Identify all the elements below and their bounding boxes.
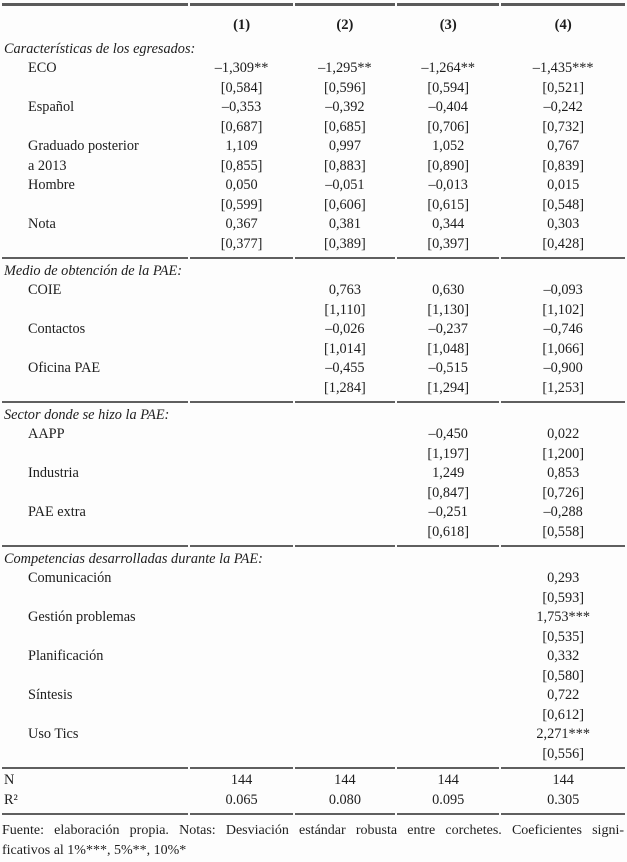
stderr-row: [2, 79, 625, 99]
coefficient-cell-4: –1,435***: [532, 60, 594, 76]
coefficient-row: [2, 425, 625, 445]
coefficient-cell-4: –0,093: [543, 282, 583, 298]
coefficient-cell-2: –0,051: [325, 177, 365, 193]
stderr-cell-1: [0,855]: [220, 157, 263, 174]
coefficient-cell-2: –0,455: [325, 360, 365, 376]
section-rule-segment: [295, 545, 395, 569]
stderr-cell-2: [295, 706, 395, 726]
variable-label-continuation: [2, 706, 188, 726]
coefficient-cell-4: 0,022: [547, 426, 580, 442]
coefficient-cell-3: –0,251: [428, 504, 468, 520]
coefficient-cell-1: [190, 725, 292, 745]
stat-row: [2, 767, 625, 791]
variable-label: Síntesis: [28, 687, 73, 703]
stderr-cell-4: [0,732]: [542, 118, 585, 135]
coefficient-cell-3: [397, 686, 499, 706]
table-section: [2, 37, 625, 257]
coefficient-cell-4: 0,332: [547, 648, 580, 664]
stderr-cell-2: [295, 589, 395, 609]
coefficient-cell-1: [190, 686, 292, 706]
stderr-cell-2: [0,389]: [324, 235, 366, 252]
section-rule-segment: [397, 257, 499, 281]
coefficient-cell-1: 1,109: [225, 138, 258, 154]
stat-label: R²: [2, 791, 188, 816]
variable-label-continuation: [2, 667, 188, 687]
stderr-cell-3: [397, 745, 499, 768]
stderr-cell-1: [190, 301, 292, 321]
stderr-row: [2, 196, 625, 216]
stderr-cell-2: [295, 628, 395, 648]
section-rule-segment: [295, 257, 395, 281]
coefficient-cell-2: 0,381: [328, 216, 361, 232]
stderr-cell-3: [0,706]: [427, 118, 470, 135]
top-rule-segment: [295, 3, 395, 11]
variable-label: Contactos: [28, 321, 86, 337]
stderr-cell-2: [295, 445, 395, 465]
variable-label: Oficina PAE: [28, 360, 101, 376]
stderr-cell-4: [0,558]: [542, 523, 585, 540]
stderr-cell-4: [1,253]: [542, 379, 585, 396]
coefficient-cell-3: 0,344: [432, 216, 465, 232]
section-title-row: [2, 37, 625, 59]
variable-label-continuation: a 2013: [28, 157, 67, 174]
coefficient-row: [2, 176, 625, 196]
stderr-cell-2: [1,014]: [324, 340, 366, 357]
coefficient-cell-4: –0,242: [543, 99, 583, 115]
column-header-row: [2, 11, 625, 37]
stderr-cell-2: [1,284]: [324, 379, 366, 396]
variable-label-continuation: [2, 118, 188, 138]
variable-label-continuation: [2, 745, 188, 768]
stderr-cell-1: [0,687]: [220, 118, 263, 135]
top-rule-segment: [397, 3, 499, 11]
coefficient-cell-4: 0,293: [547, 570, 580, 586]
variable-label: PAE extra: [28, 504, 86, 520]
column-header-4: (4): [554, 17, 572, 33]
footnote-line-2: ficativos al 1%***, 5%**, 10%*: [2, 843, 187, 858]
coefficient-row: [2, 608, 625, 628]
coefficient-cell-1: [190, 281, 292, 301]
coefficient-cell-2: 0,997: [328, 138, 361, 154]
variable-label-continuation: [2, 379, 188, 402]
coefficient-cell-2: [295, 425, 395, 445]
stat-row: [2, 791, 625, 816]
header-spacer-cell: [2, 11, 188, 37]
coefficient-cell-1: [190, 647, 292, 667]
stderr-cell-2: [295, 484, 395, 504]
stderr-row: [2, 667, 625, 687]
coefficient-cell-3: [397, 725, 499, 745]
stat-cell-3: 0.095: [397, 791, 499, 816]
variable-label: AAPP: [28, 426, 65, 442]
coefficient-cell-1: [190, 464, 292, 484]
section-title: Sector donde se hizo la PAE:: [2, 401, 188, 425]
table-footnote: [0, 821, 627, 861]
coefficient-row: [2, 59, 625, 79]
coefficient-cell-4: –0,288: [543, 504, 583, 520]
stderr-row: [2, 235, 625, 258]
variable-label: Industria: [28, 465, 79, 481]
variable-label: ECO: [28, 60, 57, 76]
variable-label: Español: [28, 99, 75, 115]
coefficient-row: [2, 464, 625, 484]
stderr-cell-4: [0,612]: [542, 706, 585, 723]
coefficient-cell-2: [295, 569, 395, 589]
coefficient-cell-2: –0,392: [325, 99, 365, 115]
stderr-cell-1: [0,584]: [220, 79, 263, 96]
stderr-cell-1: [190, 523, 292, 546]
coefficient-cell-3: 1,249: [432, 465, 465, 481]
coefficient-cell-3: [397, 647, 499, 667]
coefficient-row: [2, 503, 625, 523]
coefficient-cell-4: 0,303: [547, 216, 580, 232]
coefficient-cell-4: 0,767: [547, 138, 580, 154]
section-title: Medio de obtención de la PAE:: [2, 257, 188, 281]
variable-label-continuation: [2, 301, 188, 321]
coefficient-cell-1: 0,367: [225, 216, 258, 232]
coefficient-cell-2: [295, 686, 395, 706]
stderr-cell-1: [190, 706, 292, 726]
variable-label: COIE: [28, 282, 62, 298]
coefficient-cell-3: –0,450: [428, 426, 468, 442]
coefficient-row: [2, 98, 625, 118]
coefficient-cell-2: [295, 464, 395, 484]
stat-cell-2: 0.080: [295, 791, 395, 816]
stderr-cell-4: [0,593]: [542, 589, 585, 606]
stderr-cell-4: [1,102]: [542, 301, 585, 318]
stderr-cell-4: [0,521]: [542, 79, 585, 96]
stat-cell-4: 144: [501, 767, 625, 791]
variable-label-continuation: [2, 235, 188, 258]
stderr-row: [2, 523, 625, 546]
stderr-cell-1: [0,599]: [220, 196, 263, 213]
section-rule-segment: [501, 401, 625, 425]
section-title: Características de los egresados:: [4, 41, 196, 57]
stderr-row: [2, 157, 625, 177]
stderr-row: [2, 628, 625, 648]
variable-label: Gestión problemas: [28, 609, 136, 625]
coefficient-cell-3: 1,052: [432, 138, 465, 154]
coefficient-cell-1: –0,353: [221, 99, 262, 115]
coefficient-cell-2: –0,026: [325, 321, 365, 337]
section-title: Competencias desarrolladas durante la PAE:: [2, 545, 188, 569]
stderr-cell-3: [1,197]: [427, 445, 470, 462]
section-rule-segment: [501, 257, 625, 281]
coefficient-row: [2, 725, 625, 745]
coefficient-cell-1: [190, 503, 292, 523]
section-rule-segment: [397, 545, 499, 569]
stderr-cell-3: [397, 706, 499, 726]
coefficient-row: [2, 569, 625, 589]
stderr-cell-3: [397, 667, 499, 687]
coefficient-cell-4: –0,900: [543, 360, 583, 376]
stderr-cell-2: [0,596]: [324, 79, 366, 96]
stderr-cell-3: [0,890]: [427, 157, 470, 174]
stderr-cell-2: [295, 745, 395, 768]
top-rule-segment: [190, 3, 292, 11]
variable-label-continuation: [2, 523, 188, 546]
section-rule-segment: [501, 545, 625, 569]
section-rule-segment: [190, 401, 292, 425]
coefficient-cell-3: 0,630: [432, 282, 465, 298]
stat-cell-2: 144: [295, 767, 395, 791]
coefficient-cell-2: [295, 725, 395, 745]
column-header-1: (1): [233, 17, 251, 33]
section-rule-segment: [190, 257, 292, 281]
stderr-cell-4: [0,548]: [542, 196, 585, 213]
stderr-cell-3: [0,615]: [427, 196, 470, 213]
coefficient-cell-3: –0,515: [428, 360, 468, 376]
coefficient-row: [2, 215, 625, 235]
stderr-cell-4: [1,066]: [542, 340, 585, 357]
section-title-row: [2, 545, 625, 569]
table-header: [2, 3, 625, 37]
stderr-cell-3: [397, 589, 499, 609]
stderr-cell-4: [0,535]: [542, 628, 585, 645]
variable-label: Comunicación: [28, 570, 112, 586]
coefficient-cell-2: 0,763: [328, 282, 361, 298]
coefficient-cell-3: –0,237: [428, 321, 468, 337]
coefficient-cell-4: 0,853: [547, 465, 580, 481]
stat-cell-1: 0.065: [190, 791, 292, 816]
stderr-cell-3: [0,594]: [427, 79, 470, 96]
variable-label: Uso Tics: [28, 726, 79, 742]
variable-label: Nota: [28, 216, 56, 232]
stderr-cell-1: [0,377]: [220, 235, 263, 252]
column-header-3: (3): [439, 17, 457, 33]
coefficient-cell-3: [397, 608, 499, 628]
stderr-row: [2, 745, 625, 768]
stderr-cell-1: [190, 484, 292, 504]
stderr-row: [2, 484, 625, 504]
stderr-cell-2: [0,685]: [324, 118, 366, 135]
coefficient-cell-2: –1,295**: [318, 60, 372, 76]
stderr-cell-3: [1,294]: [427, 379, 470, 396]
stat-cell-4: 0.305: [501, 791, 625, 816]
stderr-cell-2: [295, 667, 395, 687]
stderr-row: [2, 301, 625, 321]
stat-label: N: [2, 767, 188, 791]
stderr-cell-3: [0,397]: [427, 235, 470, 252]
stderr-row: [2, 340, 625, 360]
variable-label-continuation: [2, 628, 188, 648]
stderr-row: [2, 706, 625, 726]
variable-label-continuation: [2, 196, 188, 216]
stderr-cell-1: [190, 628, 292, 648]
section-rule-segment: [397, 401, 499, 425]
variable-label: Hombre: [28, 177, 75, 193]
stderr-cell-4: [0,580]: [542, 667, 585, 684]
stat-cell-1: 144: [190, 767, 292, 791]
section-title-row: [2, 401, 625, 425]
variable-label-continuation: [2, 484, 188, 504]
stderr-cell-4: [0,839]: [542, 157, 585, 174]
coefficient-cell-1: [190, 320, 292, 340]
stderr-cell-4: [1,200]: [542, 445, 585, 462]
variable-label: Planificación: [28, 648, 104, 664]
stderr-cell-1: [190, 445, 292, 465]
stderr-cell-1: [190, 340, 292, 360]
stats-section: [2, 767, 625, 815]
coefficient-cell-2: [295, 608, 395, 628]
coefficient-cell-1: [190, 608, 292, 628]
top-rule-segment: [501, 3, 625, 11]
stderr-cell-2: [295, 523, 395, 546]
coefficient-cell-1: –1,309**: [214, 60, 269, 76]
stderr-cell-2: [1,110]: [324, 301, 366, 318]
coefficient-cell-3: –0,013: [428, 177, 468, 193]
stderr-cell-3: [0,618]: [427, 523, 470, 540]
coefficient-cell-1: [190, 359, 292, 379]
section-rule-segment: [295, 401, 395, 425]
coefficient-cell-4: 0,015: [547, 177, 580, 193]
footnote-line-1: Fuente: elaboración propia. Notas: Desviación estándar robusta entre corchetes. Coeficientes signi-: [2, 823, 624, 838]
variable-label-continuation: [2, 589, 188, 609]
column-header-2: (2): [336, 17, 354, 33]
coefficient-row: [2, 686, 625, 706]
coefficient-cell-4: 2,271***: [536, 726, 590, 742]
section-rule-segment: [501, 37, 625, 59]
coefficient-cell-1: [190, 569, 292, 589]
table-top-rule: [2, 3, 625, 11]
stderr-cell-1: [190, 667, 292, 687]
section-rule-segment: [190, 37, 292, 59]
coefficient-cell-3: [397, 569, 499, 589]
coefficient-cell-3: –1,264**: [421, 60, 476, 76]
stderr-cell-3: [1,130]: [427, 301, 470, 318]
coefficient-cell-1: [190, 425, 292, 445]
stderr-cell-2: [0,883]: [324, 157, 366, 174]
coefficient-cell-4: –0,746: [543, 321, 583, 337]
coefficient-row: [2, 647, 625, 667]
stderr-row: [2, 118, 625, 138]
section-rule-segment: [397, 37, 499, 59]
top-rule-segment: [2, 3, 188, 11]
stderr-row: [2, 589, 625, 609]
stderr-cell-4: [0,428]: [542, 235, 585, 252]
stderr-cell-1: [190, 745, 292, 768]
stderr-cell-3: [397, 628, 499, 648]
coefficient-cell-4: 0,722: [547, 687, 580, 703]
regression-table: [0, 3, 627, 815]
section-rule-segment: [295, 37, 395, 59]
table-section: [2, 545, 625, 767]
coefficient-cell-4: 1,753***: [536, 609, 590, 625]
stderr-cell-3: [1,048]: [427, 340, 470, 357]
stderr-row: [2, 379, 625, 402]
table-section: [2, 401, 625, 545]
coefficient-row: [2, 320, 625, 340]
variable-label-continuation: [2, 79, 188, 99]
coefficient-row: [2, 137, 625, 157]
variable-label-continuation: [2, 340, 188, 360]
coefficient-cell-2: [295, 647, 395, 667]
coefficient-cell-1: 0,050: [225, 177, 258, 193]
stderr-cell-3: [0,847]: [427, 484, 470, 501]
stderr-cell-4: [0,556]: [542, 745, 585, 762]
coefficient-cell-3: –0,404: [428, 99, 468, 115]
stderr-row: [2, 445, 625, 465]
stderr-cell-2: [0,606]: [324, 196, 366, 213]
section-title-row: [2, 257, 625, 281]
stderr-cell-1: [190, 379, 292, 402]
coefficient-row: [2, 281, 625, 301]
variable-label: Graduado posterior: [28, 138, 139, 154]
stderr-cell-1: [190, 589, 292, 609]
coefficient-row: [2, 359, 625, 379]
variable-label-continuation: [2, 445, 188, 465]
table-section: [2, 257, 625, 401]
coefficient-cell-2: [295, 503, 395, 523]
stat-cell-3: 144: [397, 767, 499, 791]
stderr-cell-4: [0,726]: [542, 484, 585, 501]
